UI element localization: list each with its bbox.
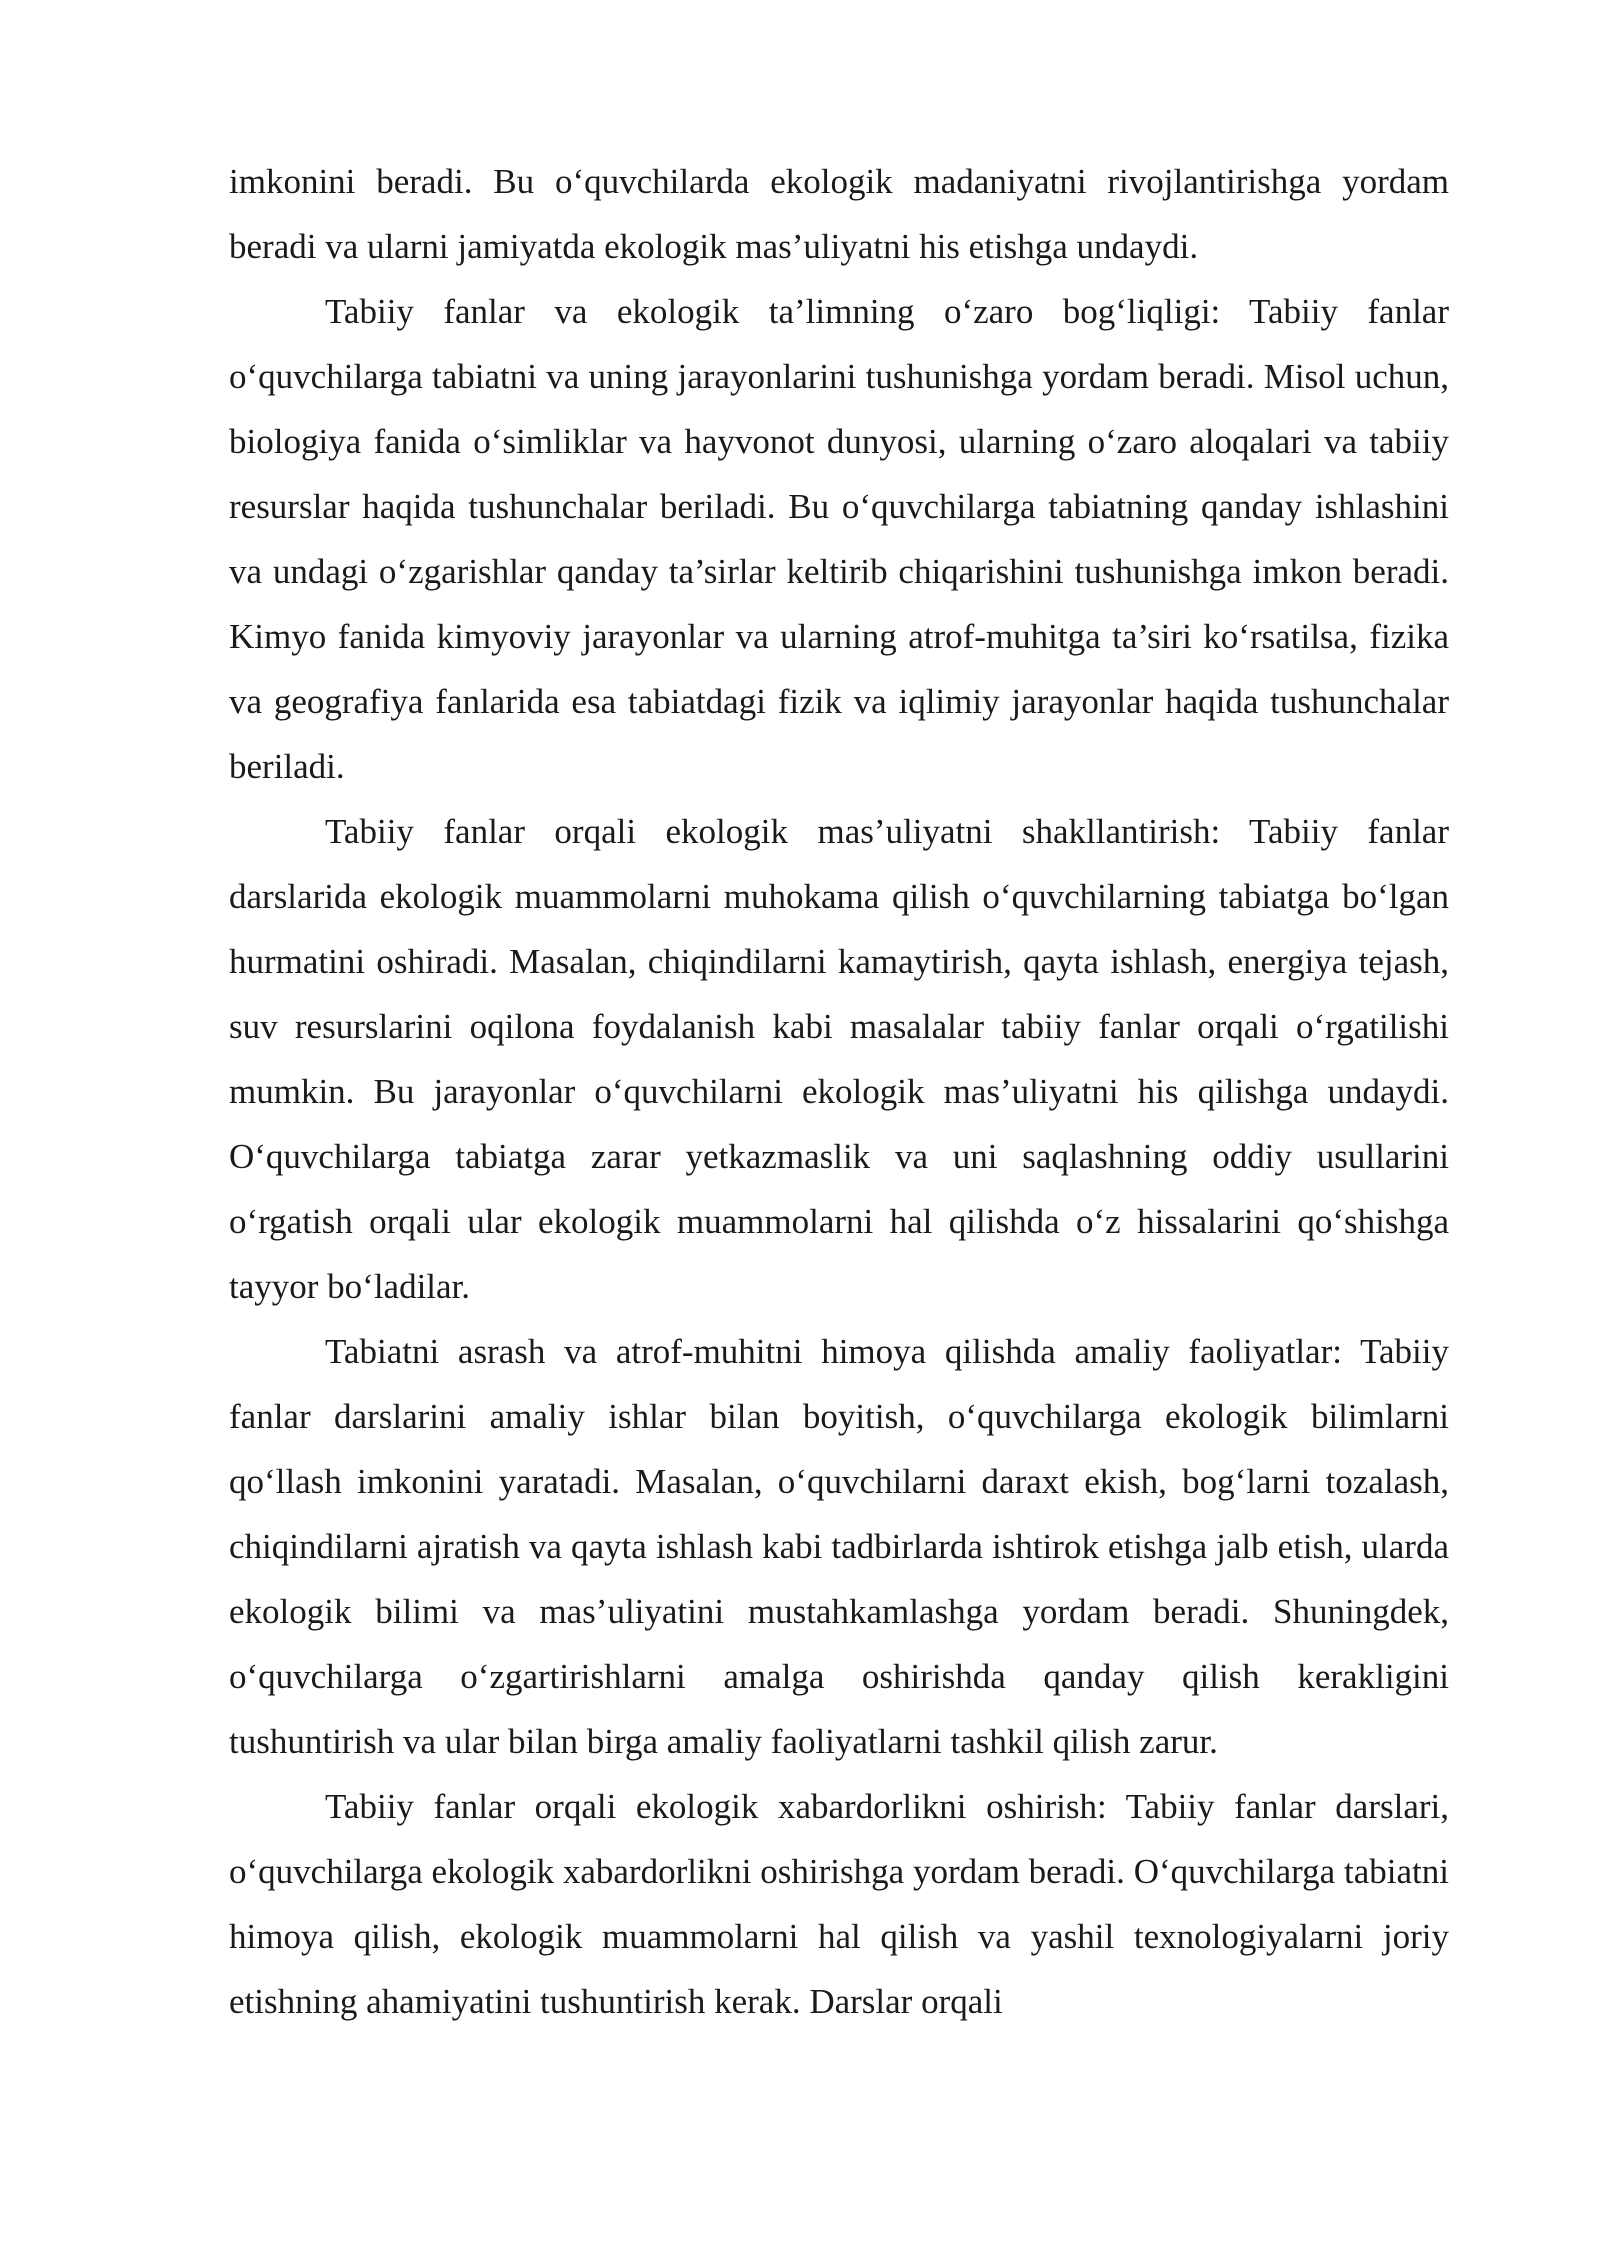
- document-body: [229, 149, 1449, 2034]
- paragraph-natural-sciences-ecology-link: Tabiiy fanlar va ekologik ta’limning o‘zaro bog‘liqligi: Tabiiy fanlar o‘quvchilarga tabiatni va uning jarayonlarini tushunishga yordam beradi. Misol uchun, biologiya fanida o‘simliklar va hayvonot dunyosi, ularning o‘zaro aloqalari va tabiiy resurslar haqida tushunchalar beriladi. Bu o‘quvchilarga tabiatning qanday ishlashini va undagi o‘zgarishlar qanday ta’sirlar keltirib chiqarishini tushunishga imkon beradi. Kimyo fanida kimyoviy jarayonlar va ularning atrof-muhitga ta’siri ko‘rsatilsa, fizika va geografiya fanlarida esa tabiatdagi fizik va iqlimiy jarayonlar haqida tushunchalar beriladi.: [229, 292, 1449, 786]
- paragraph-ecological-responsibility: Tabiiy fanlar orqali ekologik mas’uliyatni shakllantirish: Tabiiy fanlar darslarida ekologik muammolarni muhokama qilish o‘quvchilarning tabiatga bo‘lgan hurmatini oshiradi. Masalan, chiqindilarni kamaytirish, qayta ishlash, energiya tejash, suv resurslarini oqilona foydalanish kabi masalalar tabiiy fanlar orqali o‘rgatilishi mumkin. Bu jarayonlar o‘quvchilarni ekologik mas’uliyatni his qilishga undaydi. O‘quvchilarga tabiatga zarar yetkazmaslik va uni saqlashning oddiy usullarini o‘rgatish orqali ular ekologik muammolarni hal qilishda o‘z hissalarini qo‘shishga tayyor bo‘ladilar.: [229, 812, 1449, 1306]
- paragraph-ecological-awareness: Tabiiy fanlar orqali ekologik xabardorlikni oshirish: Tabiiy fanlar darslari, o‘quvchilarga ekologik xabardorlikni oshirishga yordam beradi. O‘quvchilarga tabiatni himoya qilish, ekologik muammolarni hal qilish va yashil texnologiyalarni joriy etishning ahamiyatini tushuntirish kerak. Darslar orqali: [229, 1787, 1449, 2021]
- paragraph-practical-activities: Tabiatni asrash va atrof-muhitni himoya qilishda amaliy faoliyatlar: Tabiiy fanlar darslarini amaliy ishlar bilan boyitish, o‘quvchilarga ekologik bilimlarni qo‘llash imkonini yaratadi. Masalan, o‘quvchilarni daraxt ekish, bog‘larni tozalash, chiqindilarni ajratish va qayta ishlash kabi tadbirlarda ishtirok etishga jalb etish, ularda ekologik bilimi va mas’uliyatini mustahkamlashga yordam beradi. Shuningdek, o‘quvchilarga o‘zgartirishlarni amalga oshirishda qanday qilish kerakligini tushuntirish va ular bilan birga amaliy faoliyatlarni tashkil qilish zarur.: [229, 1332, 1449, 1761]
- paragraph-continuation: imkonini beradi. Bu o‘quvchilarda ekologik madaniyatni rivojlantirishga yordam beradi va ularni jamiyatda ekologik mas’uliyatni his etishga undaydi.: [229, 162, 1449, 266]
